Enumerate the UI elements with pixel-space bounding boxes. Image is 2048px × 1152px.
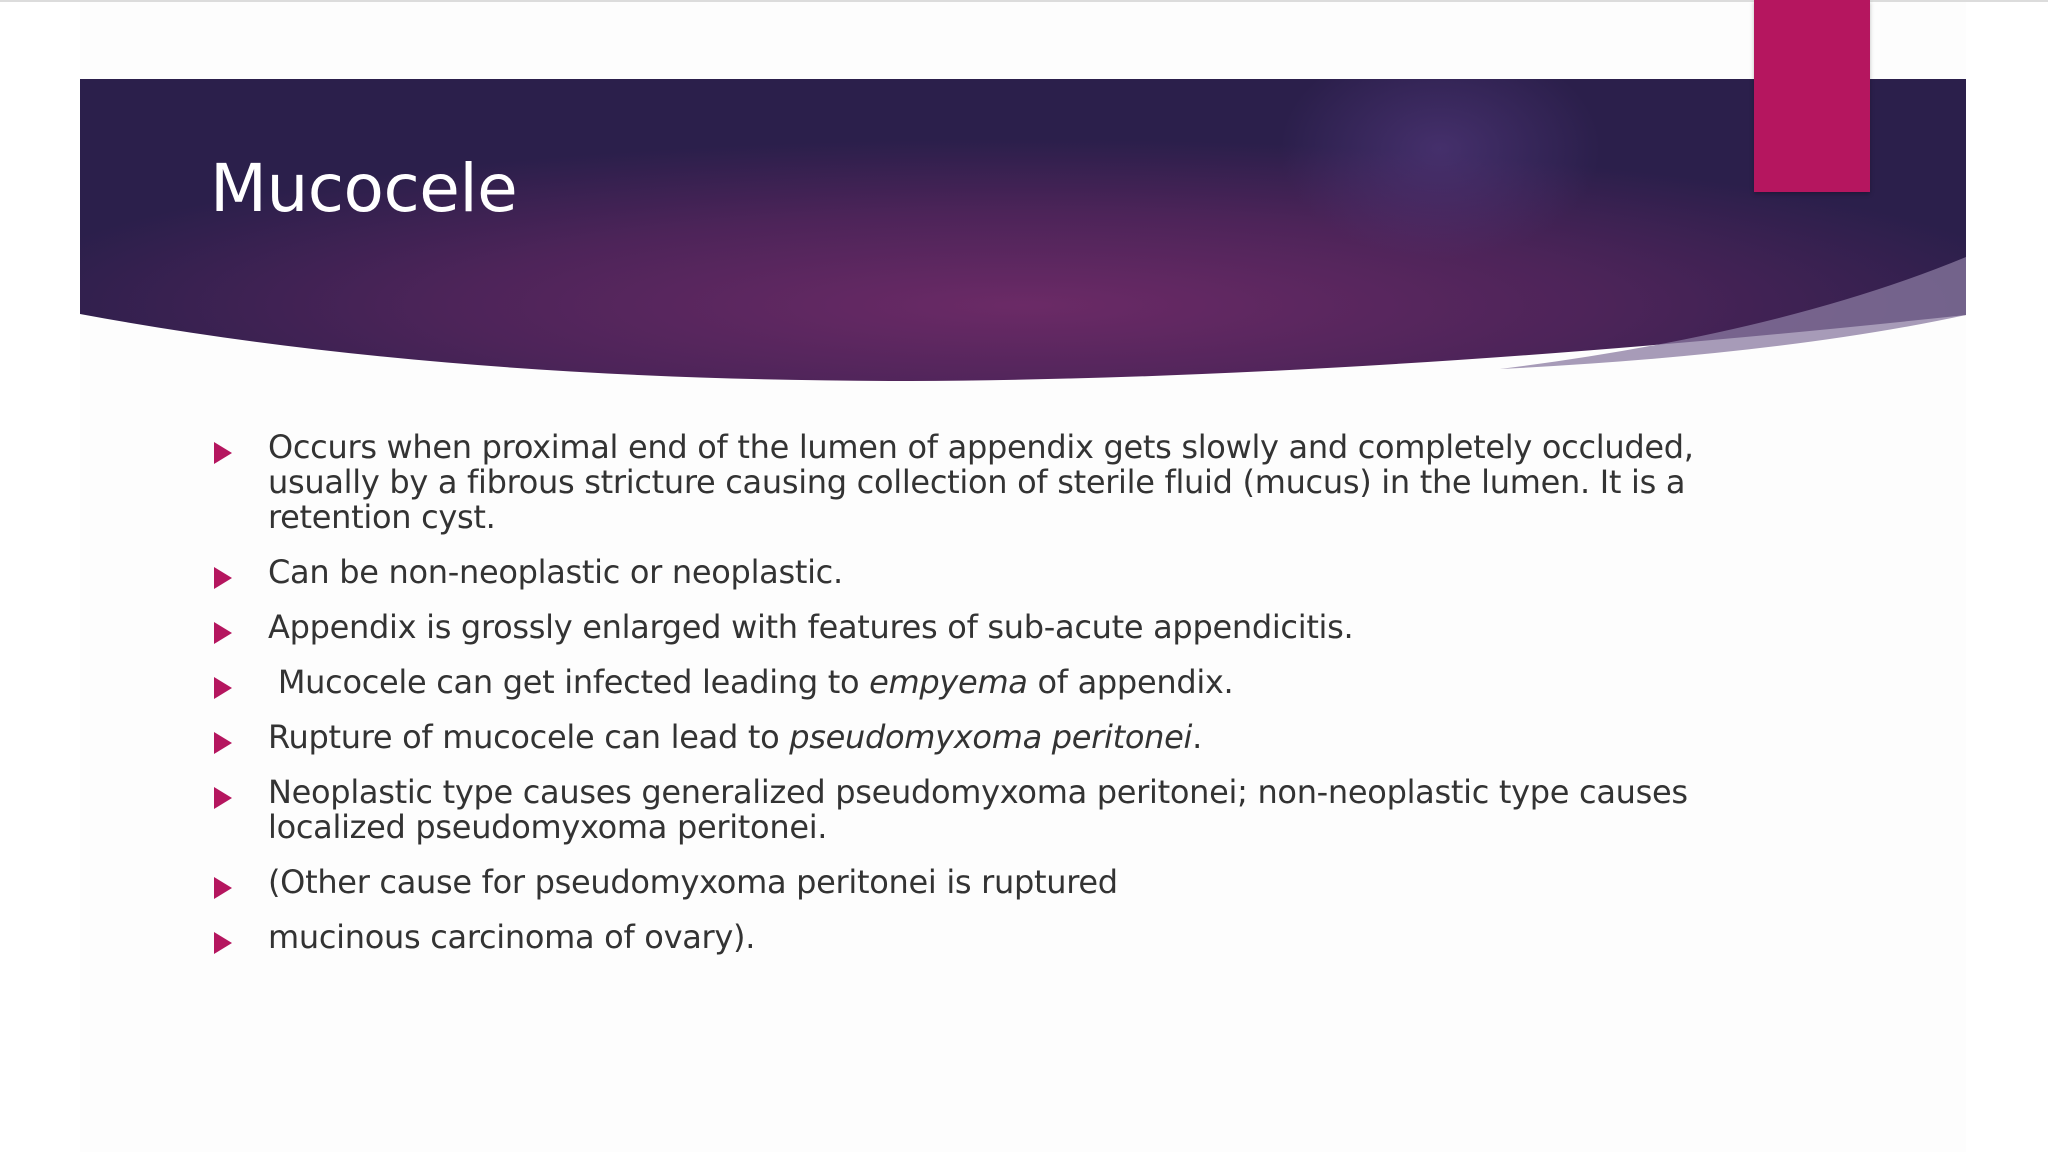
bullet-text: Appendix is grossly enlarged with features of sub-acute appendicitis. — [268, 608, 1354, 646]
bullet-text: (Other cause for pseudomyxoma peritonei is ruptured — [268, 863, 1118, 901]
list-item — [210, 665, 1710, 700]
bullet-text-prefix: Rupture of mucocele can lead to — [268, 718, 790, 756]
triangle-right-icon — [214, 622, 232, 644]
list-item — [210, 555, 1710, 590]
list-item — [210, 920, 1710, 955]
list-item — [210, 720, 1710, 755]
accent-tab — [1754, 0, 1870, 192]
triangle-right-icon — [214, 732, 232, 754]
bullet-text-suffix: . — [1192, 718, 1202, 756]
triangle-right-icon — [214, 442, 232, 464]
slide-title: Mucocele — [210, 150, 518, 227]
bullet-text — [268, 665, 1710, 700]
list-item — [210, 610, 1710, 645]
triangle-right-icon — [214, 787, 232, 809]
bullet-text: Can be non-neoplastic or neoplastic. — [268, 553, 843, 591]
triangle-right-icon — [214, 932, 232, 954]
triangle-right-icon — [214, 677, 232, 699]
bullet-emphasis: pseudomyxoma peritonei — [789, 718, 1193, 756]
bullet-emphasis: empyema — [869, 663, 1028, 701]
triangle-right-icon — [214, 877, 232, 899]
list-item — [210, 775, 1710, 845]
list-item — [210, 865, 1710, 900]
bullet-text: Occurs when proximal end of the lumen of appendix gets slowly and completely occluded, usually by a fibrous stricture causing collection of sterile fluid (mucus) in the lumen. It is a retention cyst. — [268, 428, 1694, 536]
list-item — [210, 430, 1710, 535]
bullet-text: mucinous carcinoma of ovary). — [268, 918, 756, 956]
bullet-text-prefix: Mucocele can get infected leading to — [268, 663, 870, 701]
bullet-text-suffix: of appendix. — [1027, 663, 1234, 701]
title-banner — [80, 79, 1966, 384]
triangle-right-icon — [214, 567, 232, 589]
bullet-list — [210, 430, 1710, 975]
bullet-text: Neoplastic type causes generalized pseudomyxoma peritonei; non-neoplastic type causes localized pseudomyxoma peritonei. — [268, 773, 1688, 846]
bullet-text — [268, 720, 1710, 755]
